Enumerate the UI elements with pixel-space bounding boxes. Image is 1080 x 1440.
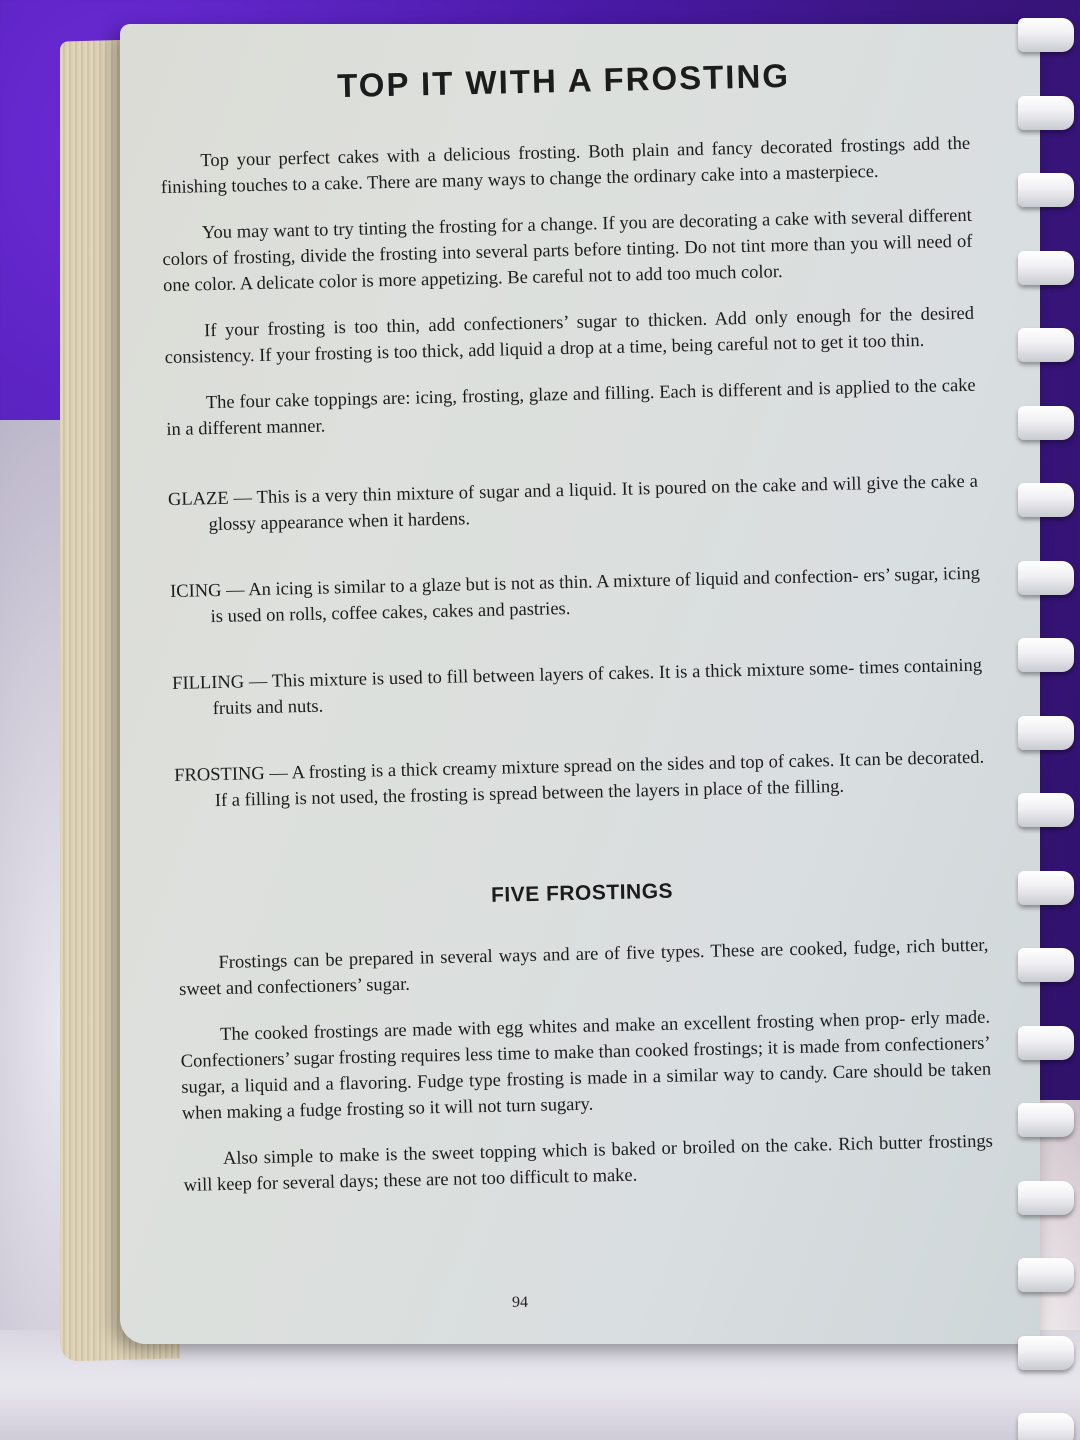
spiral-binding xyxy=(1010,0,1080,1320)
definition-term: ICING xyxy=(169,580,222,603)
closing-paragraph: Also simple to make is the sweet topping which is baked or broiled on the cake. Rich butter frostings will keep for several days; these are not too difficult to make. xyxy=(183,1131,994,1196)
intro-paragraph: You may want to try tinting the frosting for a change. If you are decorating a cake with several different colors of frosting, divide the frosting into several parts before tinting. Do not tint more than you will need of one color. A delicate color is more appetizing. Be careful not to add too much color. xyxy=(162,205,973,297)
spiral-ring xyxy=(1018,1181,1074,1215)
spiral-ring xyxy=(1018,793,1074,827)
spiral-ring xyxy=(1018,406,1074,440)
spiral-ring xyxy=(1018,483,1074,517)
definition-glaze xyxy=(168,469,979,539)
definition-text: — An icing is similar to a glaze but is not as thin. A mixture of liquid and confection- ers’ sugar, icing is used on rolls, coffee cakes, cakes and pastries. xyxy=(210,563,981,628)
spiral-ring xyxy=(1018,561,1074,595)
spiral-ring xyxy=(1018,96,1074,130)
definition-text: — This mixture is used to fill between layers of cakes. It is a thick mixture some- times containing fruits and nuts. xyxy=(212,655,983,720)
spiral-ring xyxy=(1018,1103,1074,1137)
spiral-ring xyxy=(1018,328,1074,362)
intro-paragraph: The four cake toppings are: icing, frosting, glaze and filling. Each is different and is applied to the cake in a different manner. xyxy=(166,375,976,441)
spiral-ring xyxy=(1018,871,1074,905)
book-page xyxy=(120,24,1040,1344)
spiral-ring xyxy=(1018,638,1074,672)
definition-term: FILLING xyxy=(171,672,245,695)
closing-paragraph: The cooked frostings are made with egg whites and make an excellent frosting when prop- erly made. Confectioners’ sugar frosting requires less time to make than cooked frostings; it is made from confectioners’ sugar, a liquid and a flavoring. Fudge type frosting is made in a similar way to candy. Care should be taken when making a fudge frosting so it will not turn sugary. xyxy=(180,1007,992,1124)
spiral-ring xyxy=(1018,173,1074,207)
intro-paragraph: If your frosting is too thin, add confectioners’ sugar to thicken. Add only enough for the desired consistency. If your frosting is too thick, add liquid a drop at a time, being careful not to get it too thin. xyxy=(164,303,975,369)
spiral-ring xyxy=(1018,1413,1074,1440)
definition-filling xyxy=(172,653,983,723)
closing-paragraph: Frostings can be prepared in several ways and are of five types. These are cooked, fudge, rich butter, sweet and confectioners’ sugar. xyxy=(178,935,989,1000)
spiral-ring xyxy=(1018,251,1074,285)
definition-frosting xyxy=(174,745,985,815)
spiral-ring xyxy=(1018,716,1074,750)
definition-icing xyxy=(170,561,981,631)
spiral-ring xyxy=(1018,1336,1074,1370)
intro-paragraph: Top your perfect cakes with a delicious frosting. Both plain and fancy decorated frostings add the finishing touches to a cake. There are many ways to change the ordinary cake into a masterpiece. xyxy=(160,133,971,199)
definition-term: FROSTING xyxy=(174,763,265,787)
page-content xyxy=(158,45,994,1219)
definition-text: — This is a very thin mixture of sugar and a liquid. It is poured on the cake and will give the cake a glossy appearance when it hardens. xyxy=(208,471,979,536)
definition-text: — A frosting is a thick creamy mixture spread on the sides and top of cakes. It can be decorated. If a filling is not used, the frosting is spread between the layers in place of the filling. xyxy=(214,747,985,812)
page-number: 94 xyxy=(512,1294,528,1311)
spiral-ring xyxy=(1018,948,1074,982)
section-subheading: FIVE FROSTINGS xyxy=(490,879,674,907)
spiral-ring xyxy=(1018,18,1074,52)
page-title: TOP IT WITH A FROSTING xyxy=(336,56,791,105)
spiral-ring xyxy=(1018,1258,1074,1292)
definition-term: GLAZE xyxy=(167,488,229,511)
spiral-ring xyxy=(1018,1026,1074,1060)
